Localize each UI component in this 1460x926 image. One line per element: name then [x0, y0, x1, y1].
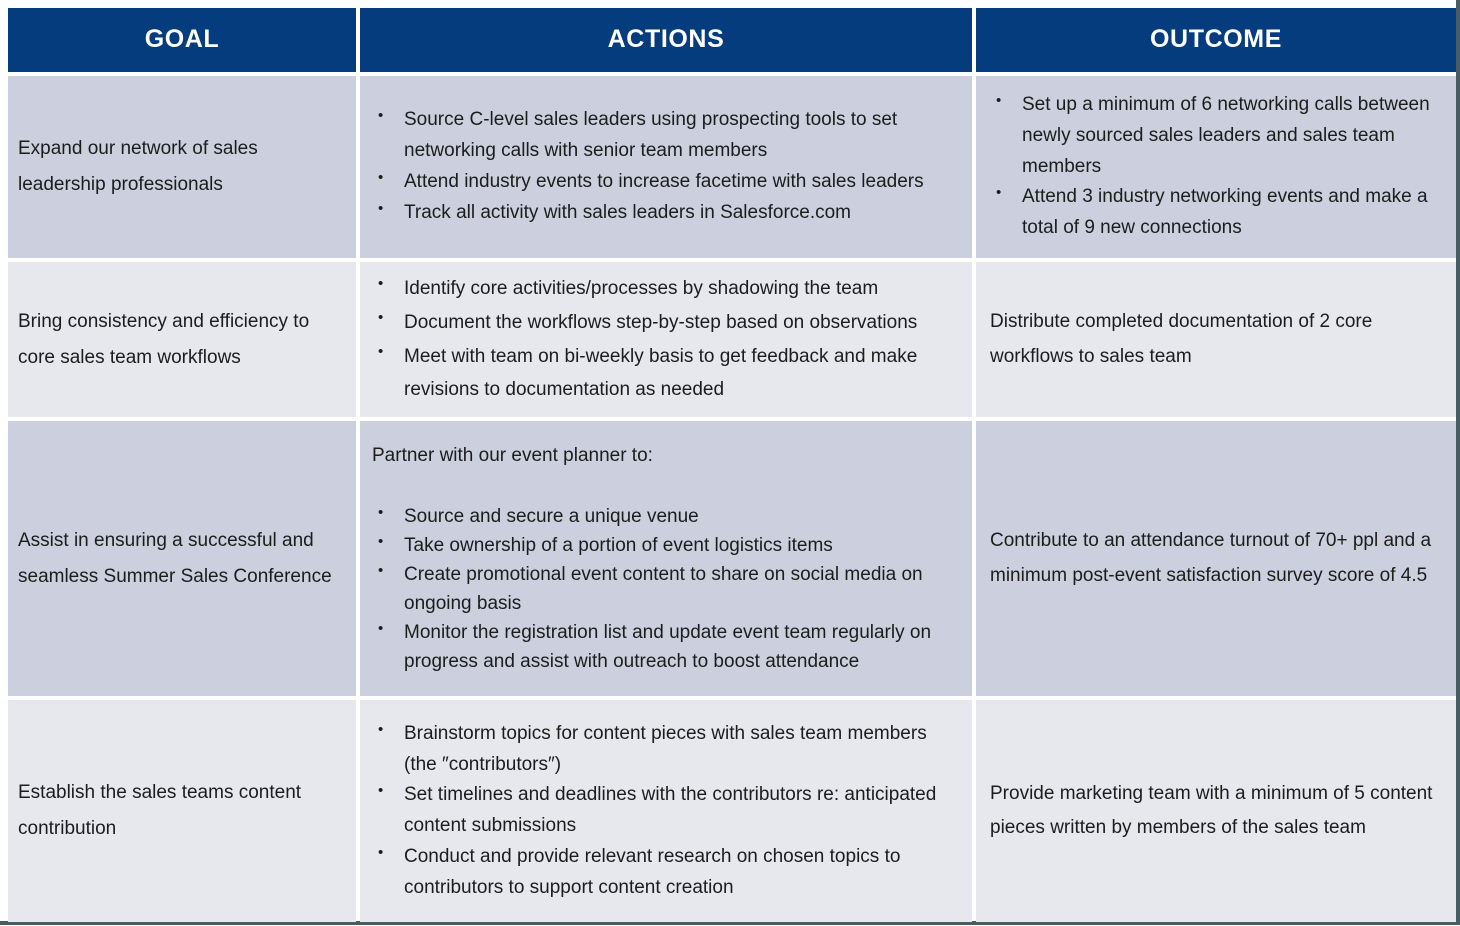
actions-list [372, 503, 958, 676]
column-header-outcome: OUTCOME [976, 8, 1456, 72]
actions-cell [360, 262, 972, 417]
outcome-list [990, 90, 1444, 244]
list-item: • Attend 3 industry networking events and make a total of 9 new connections [990, 182, 1444, 244]
actions-cell [360, 421, 972, 696]
list-item: • Conduct and provide relevant research on chosen topics to contributors to support content creation [372, 842, 958, 904]
outcome-cell [976, 262, 1456, 417]
outcome-text: Provide marketing team with a minimum of 5 content pieces written by members of the sales team [990, 782, 1433, 839]
actions-list [372, 105, 958, 228]
table-body [8, 76, 1456, 922]
list-item: • Create promotional event content to share on social media on ongoing basis [372, 561, 958, 619]
table-header [8, 8, 1456, 72]
list-item: • Brainstorm topics for content pieces with sales team members (the ″contributors″) [372, 719, 958, 781]
list-item: • Set up a minimum of 6 networking calls between newly sourced sales leaders and sales team members [990, 90, 1444, 182]
list-item: • Take ownership of a portion of event logistics items [372, 532, 958, 561]
goal-cell [8, 421, 356, 696]
goal-text: Expand our network of sales leadership professionals [18, 137, 258, 195]
outcome-text: Distribute completed documentation of 2 core workflows to sales team [990, 311, 1373, 367]
goal-text: Assist in ensuring a successful and seamless Summer Sales Conference [18, 529, 332, 587]
list-item: • Meet with team on bi-weekly basis to get feedback and make revisions to documentation as needed [372, 340, 958, 408]
actions-spacer [372, 477, 958, 503]
actions-list [372, 719, 958, 904]
goal-text: Establish the sales teams content contribution [18, 782, 302, 840]
goal-cell [8, 700, 356, 922]
list-item: • Source and secure a unique venue [372, 503, 958, 532]
goal-text: Bring consistency and efficiency to core sales team workflows [18, 310, 310, 368]
goal-actions-outcome-table [4, 4, 1460, 926]
outcome-cell [976, 421, 1456, 696]
table-row [8, 700, 1456, 922]
table-row [8, 76, 1456, 258]
list-item: • Monitor the registration list and update event team regularly on progress and assist with outreach to boost attendance [372, 619, 958, 677]
list-item: • Source C-level sales leaders using prospecting tools to set networking calls with senior team members [372, 105, 958, 167]
column-header-actions: ACTIONS [360, 8, 972, 72]
list-item: • Identify core activities/processes by shadowing the team [372, 272, 958, 306]
outcome-text: Contribute to an attendance turnout of 70+ ppl and a minimum post-event satisfaction survey score of 4.5 [990, 530, 1432, 586]
column-header-goal: GOAL [8, 8, 356, 72]
table-row [8, 421, 1456, 696]
outcome-cell [976, 700, 1456, 922]
goal-cell [8, 262, 356, 417]
actions-list [372, 272, 958, 407]
goal-cell [8, 76, 356, 258]
outcome-cell [976, 76, 1456, 258]
table-row [8, 262, 1456, 417]
header-row [8, 8, 1456, 72]
list-item: • Set timelines and deadlines with the contributors re: anticipated content submissions [372, 780, 958, 842]
list-item: • Attend industry events to increase facetime with sales leaders [372, 167, 958, 198]
actions-cell [360, 700, 972, 922]
list-item: • Document the workflows step-by-step based on observations [372, 306, 958, 340]
actions-lead-in: Partner with our event planner to: [372, 444, 653, 466]
actions-cell [360, 76, 972, 258]
list-item: • Track all activity with sales leaders in Salesforce.com [372, 198, 958, 229]
